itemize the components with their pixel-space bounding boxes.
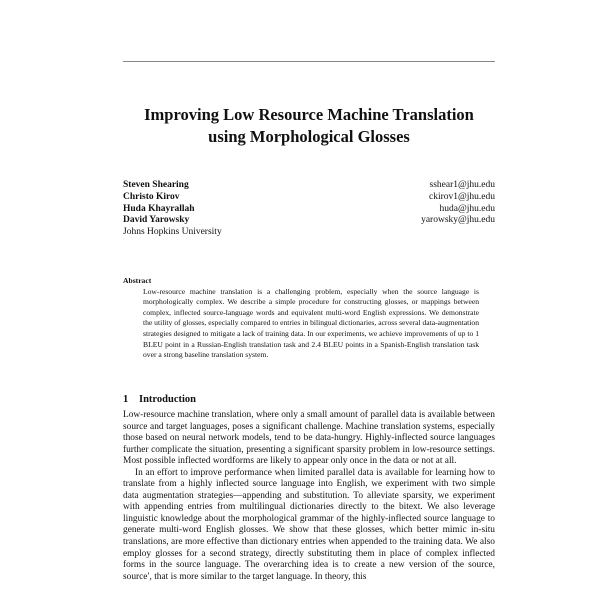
section-heading <box>123 394 196 405</box>
author-name: David Yarowsky <box>123 215 190 226</box>
abstract-block <box>123 276 495 361</box>
author-name: Steven Shearing <box>123 180 189 190</box>
author-block <box>123 180 495 239</box>
title-line-1: Improving Low Resource Machine Translation <box>144 105 474 124</box>
author-email: sshear1@jhu.edu <box>429 180 495 190</box>
author-row <box>123 215 495 227</box>
author-email: ckirov1@jhu.edu <box>429 191 495 202</box>
top-rule <box>123 61 495 62</box>
body-text <box>123 410 495 583</box>
author-name: Christo Kirov <box>123 191 180 202</box>
author-row <box>123 204 495 216</box>
author-row <box>123 192 495 204</box>
paragraph: In an effort to improve performance when limited parallel data is available for learning how to translate from a highly inflected source language into English, we experiment with two simple data augmentation strategies—appending and substitution. To alleviate sparsity, we experiment with appending entries from multilingual dictionaries directly to the bitext. We also leverage linguistic knowledge about the morphological grammar of the highly-inflected source language to generate multi-word English glosses. We show that these glosses, which better mimic in-situ translations, are more effective than dictionary entries when appended to the training data. We also employ glosses for a second strategy, directly substituting them in place of complex inflected forms in the source language. The overarching idea is to create a new version of the source, source′, that is more similar to the target language. In theory, this <box>123 467 495 582</box>
affiliation: Johns Hopkins University <box>123 227 222 238</box>
author-row <box>123 180 495 192</box>
abstract-text: Low-resource machine translation is a challenging problem, especially when the source language is morphologically complex. We describe a simple procedure for constructing glosses, or mappings between complex, inflected source-language words and equivalent multi-word English expressions. We demonstrate the utility of glosses, especially compared to entries in bilingual dictionaries, across several data-augmentation strategies designed to mitigate a lack of training data. In our experiments, we achieve improvements of up to 1 BLEU point in a Russian-English translation task and 2.4 BLEU points in a Spanish-English translation task over a strong baseline translation system. <box>143 286 479 360</box>
author-email: huda@jhu.edu <box>439 203 495 214</box>
paper-title <box>100 104 518 148</box>
title-line-2: using Morphological Glosses <box>208 127 410 146</box>
section-number: 1 <box>123 394 129 405</box>
paragraph: Low-resource machine translation, where only a small amount of parallel data is available between source and target languages, poses a significant challenge. Machine translation systems, especially those based on neural network models, tend to be data-hungry. Highly-inflected source languages further complicate the situation, presenting a significant sparsity problem in low-resource settings. Most possible inflected wordforms are likely to appear only once in the data or not at all. <box>123 410 495 467</box>
abstract-label: Abstract <box>123 276 152 285</box>
section-title: Introduction <box>139 394 196 405</box>
author-email: yarowsky@jhu.edu <box>421 215 495 226</box>
author-name: Huda Khayrallah <box>123 203 195 214</box>
